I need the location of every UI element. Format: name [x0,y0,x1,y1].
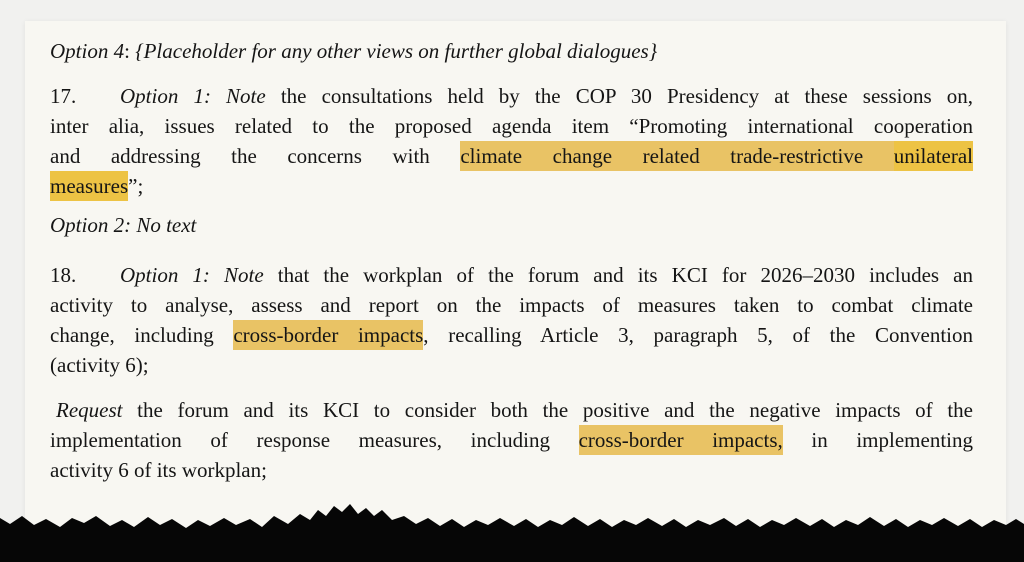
body-text: that the workplan of the forum and its KCI for 2026–2030 includes an [263,263,973,287]
body-text: implementation of response measures, including [50,428,579,452]
highlighted-text: cross-border impacts [233,320,423,350]
text-line [50,320,973,350]
paragraph-option-4 [50,36,973,66]
text-line [50,425,973,455]
body-text: change, including [50,323,234,347]
body-text: inter alia, issues related to the proposed agenda item “Promoting international cooperation [50,114,973,138]
italic-text: Option 2: No text [50,213,197,237]
body-text: the consultations held by the COP 30 Presidency at these sessions on, [265,84,973,108]
body-text: in implementing [782,428,973,452]
body-text: : [124,39,136,63]
text-line [50,111,973,141]
text-line [50,81,973,111]
paragraph-18 [50,260,973,380]
torn-paper-edge-shape [0,504,1024,562]
body-text: and addressing the concerns with [50,144,461,168]
text-line [50,171,973,201]
text-line [50,36,973,66]
italic-text: Option 4 [50,39,125,63]
text-line [50,350,973,380]
paragraph-17 [50,81,973,201]
text-line [50,395,973,425]
document-body [25,21,1006,485]
italic-text: Option 1: Note [120,263,264,287]
italic-text: Request [56,398,123,422]
text-line [50,290,973,320]
highlighted-text: climate change related trade-restrictive [460,141,893,171]
body-text: (activity 6); [50,353,149,377]
text-line [50,141,973,171]
highlighted-text: cross-border impacts, [579,425,783,455]
italic-text: {Placeholder for any other views on further global dialogues} [135,39,658,63]
body-text: activity to analyse, assess and report on the impacts of measures taken to combat climate [50,293,973,317]
text-line [50,210,973,240]
paper-sheet [25,21,1006,538]
torn-paper-edge [0,492,1024,562]
highlighted-text-strong: unilateral [894,141,973,171]
body-text: ”; [128,174,144,198]
text-line [50,260,973,290]
body-text: activity 6 of its workplan; [50,458,267,482]
paragraph-request [50,395,973,485]
body-text: , recalling Article 3, paragraph 5, of the Convention [423,323,973,347]
highlighted-text-strong: measures [50,171,128,201]
paragraph-number: 18. [50,263,77,287]
paragraph-number: 17. [50,84,77,108]
body-text: the forum and its KCI to consider both the positive and the negative impacts of the [122,398,973,422]
text-line [50,455,973,485]
paragraph-option-2 [50,210,973,240]
italic-text: Option 1: Note [120,84,266,108]
